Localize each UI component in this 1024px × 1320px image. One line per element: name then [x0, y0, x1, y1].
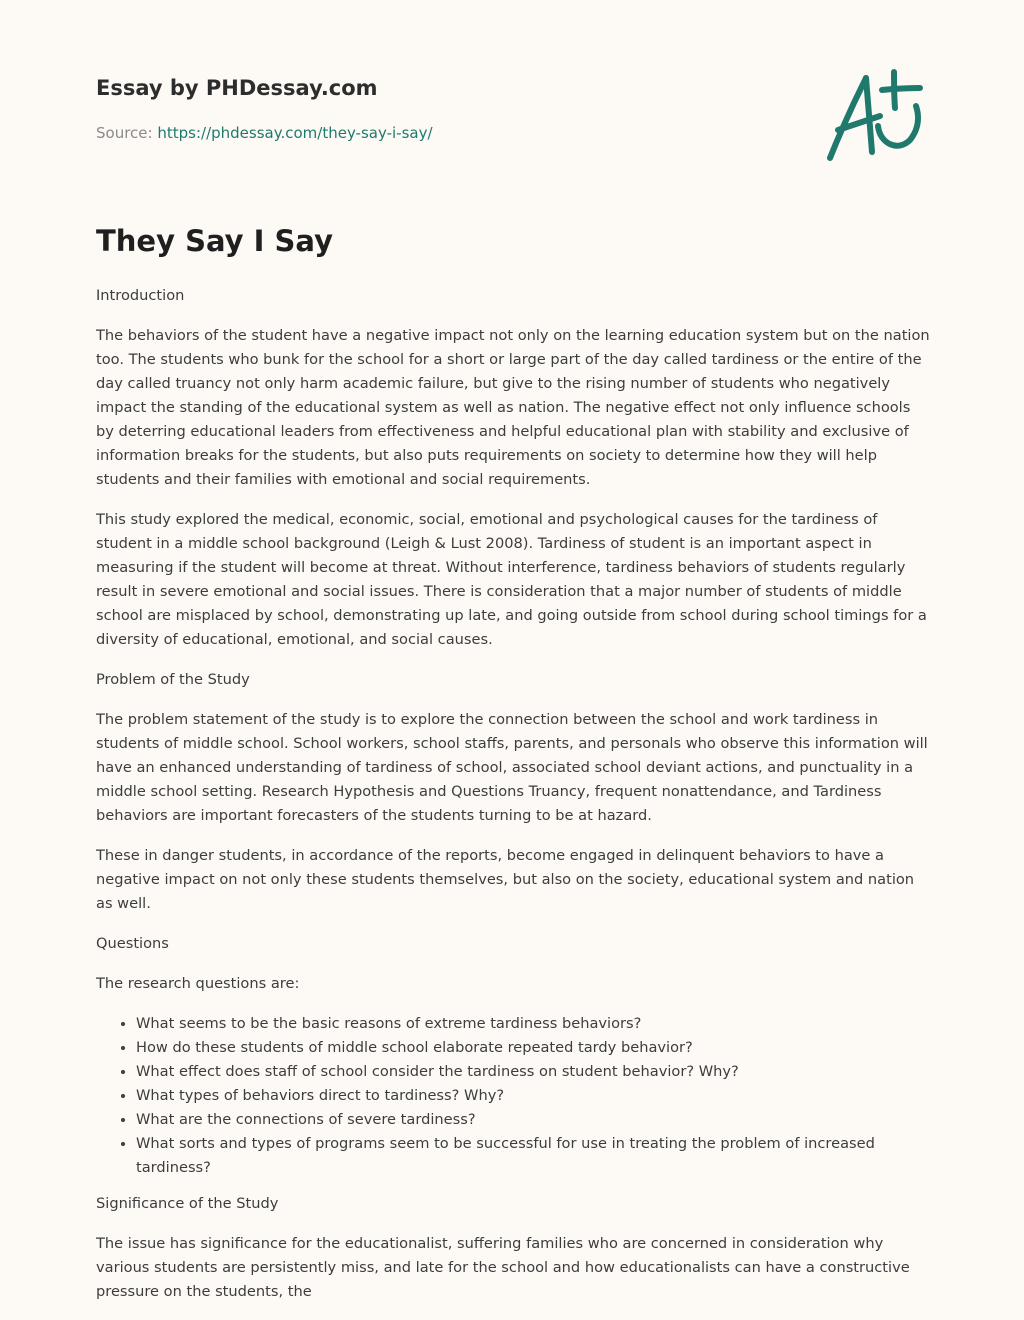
source-line	[96, 124, 433, 142]
list-item: • What seems to be the basic reasons of extreme tardiness behaviors?	[136, 1012, 932, 1036]
source-link[interactable]: https://phdessay.com/they-say-i-say/	[157, 124, 433, 142]
paragraph: The behaviors of the student have a negative impact not only on the learning education system but on the nation too. The students who bunk for the school for a short or large part of the day called tardiness or the entire of the day called truancy not only harm academic failure, but give to the rising number of students who negatively impact the standing of the educational system as well as nation. The negative effect not only influence schools by deterring educational leaders from effectiveness and helpful educational plan with stability and exclusive of information breaks for the students, but also puts requirements on society to determine how they will help students and their families with emotional and social requirements.	[96, 327, 930, 488]
section-heading-problem: Problem of the Study	[96, 671, 250, 688]
list-item: • What are the connections of severe tardiness?	[136, 1108, 932, 1132]
paragraph: The problem statement of the study is to explore the connection between the school and work tardiness in students of middle school. School workers, school staffs, parents, and personals who observe this information will have an enhanced understanding of tardiness of school, associated school deviant actions, and punctuality in a middle school setting. Research Hypothesis and Questions Truancy, frequent nonattendance, and Tardiness behaviors are important forecasters of the students turning to be at hazard.	[96, 711, 928, 824]
site-brand: Essay by PHDessay.com	[96, 76, 378, 100]
questions-list	[96, 1012, 932, 1180]
list-item: • How do these students of middle school elaborate repeated tardy behavior?	[136, 1036, 932, 1060]
paragraph: These in danger students, in accordance of the reports, become engaged in delinquent behaviors to have a negative impact on not only these students themselves, but also on the society, educational system and nation as well.	[96, 847, 915, 912]
questions-intro: The research questions are:	[96, 975, 300, 992]
source-label: Source:	[96, 124, 153, 142]
section-heading-questions: Questions	[96, 935, 169, 952]
list-item: • What effect does staff of school consider the tardiness on student behavior? Why?	[136, 1060, 932, 1084]
a-plus-grade-icon	[824, 66, 928, 166]
paragraph: This study explored the medical, economic, social, emotional and psychological causes for the tardiness of student in a middle school background (Leigh & Lust 2008). Tardiness of student is an important aspect in measuring if the student will become at threat. Without interference, tardiness behaviors of students regularly result in severe emotional and social issues. There is consideration that a major number of students of middle school are misplaced by school, demonstrating up late, and going outside from school during school timings for a diversity of educational, emotional, and social causes.	[96, 511, 927, 648]
list-item: • What sorts and types of programs seem to be successful for use in treating the problem of increased tardiness?	[136, 1132, 932, 1180]
section-heading-introduction: Introduction	[96, 287, 185, 304]
list-item: • What types of behaviors direct to tardiness? Why?	[136, 1084, 932, 1108]
section-heading-significance: Significance of the Study	[96, 1195, 279, 1212]
paragraph: The issue has significance for the educationalist, suffering families who are concerned in consideration why various students are persistently miss, and late for the school and how educationalists can have a constructive pressure on the students, the	[96, 1235, 910, 1300]
essay-title: They Say I Say	[96, 224, 334, 258]
essay-body	[96, 284, 932, 1320]
